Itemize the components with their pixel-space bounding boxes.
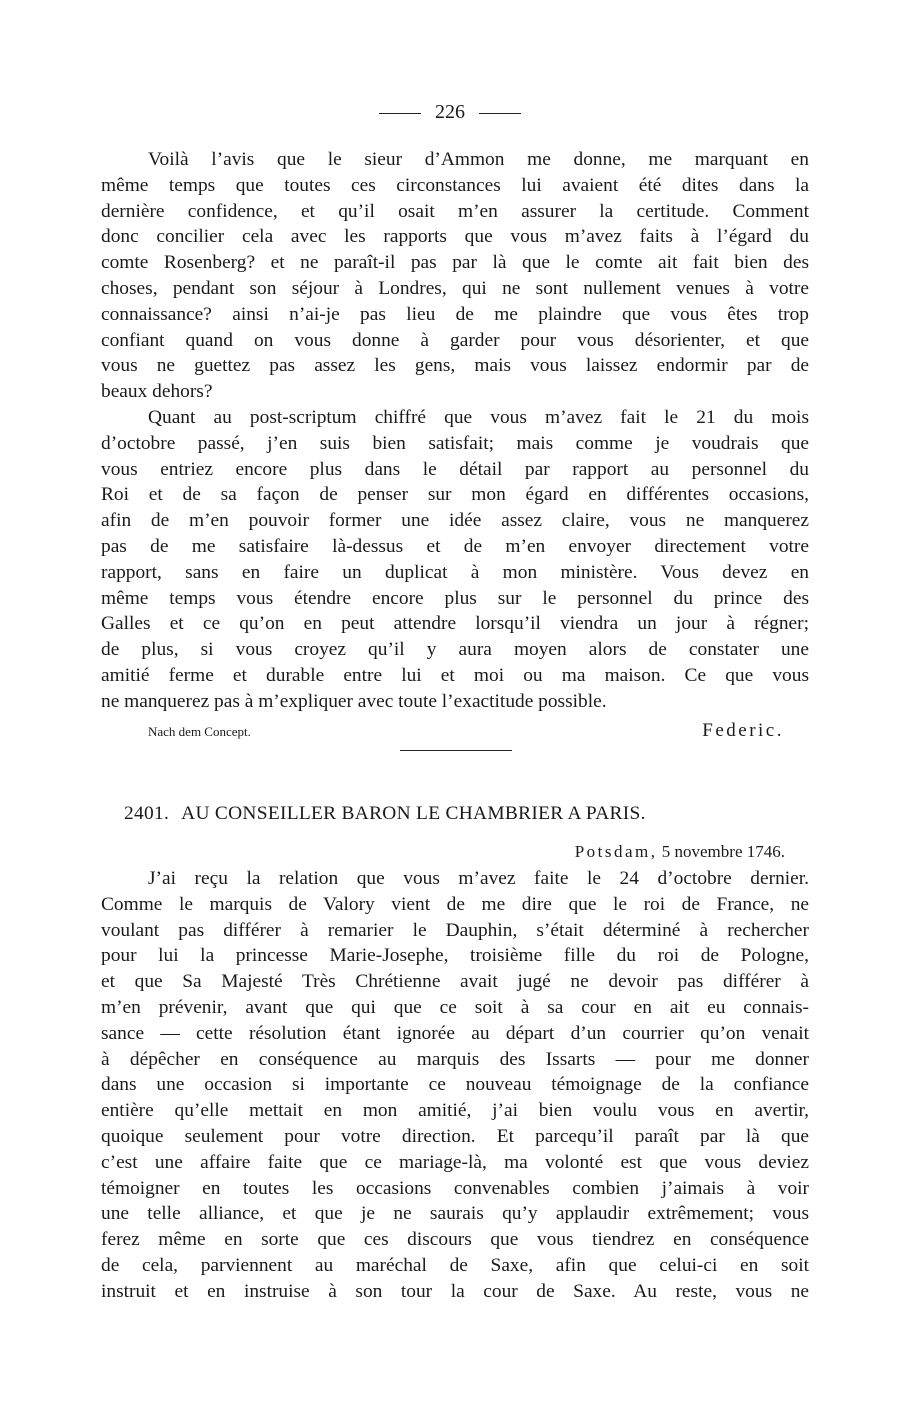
section-divider	[400, 750, 512, 751]
dateline	[575, 842, 785, 862]
dateline-place: Potsdam,	[574, 842, 658, 861]
text-line: de cela, parviennent au maréchal de Saxe, afin que celui-ci en soit	[101, 1254, 809, 1276]
text-line: donc concilier cela avec les rapports que vous m’avez faits à l’égard du	[101, 226, 809, 248]
text-line: ne manquerez pas à m’expliquer avec toute l’exactitude possible.	[101, 690, 607, 712]
text-line: ferez même en sorte que ces discours que vous tiendrez en conséquence	[101, 1229, 809, 1251]
text-line: à dépêcher en conséquence au marquis des Issarts — pour me donner	[101, 1048, 809, 1070]
text-line: confiant quand on vous donne à garder pour vous désorienter, et que	[101, 329, 809, 351]
text-line: pour lui la princesse Marie-Josephe, troisième fille du roi de Pologne,	[101, 945, 809, 967]
text-line: J’ai reçu la relation que vous m’avez faite le 24 d’octobre dernier.	[148, 868, 809, 889]
dateline-date: 5 novembre 1746.	[661, 842, 785, 861]
text-line: une telle alliance, et que je ne saurais qu’y applaudir extrêmement; vous	[101, 1203, 809, 1225]
text-line: connaissance? ainsi n’ai-je pas lieu de me plaindre que vous êtes trop	[101, 303, 809, 325]
text-line: d’octobre passé, j’en suis bien satisfait; mais comme je voudrais que	[101, 432, 809, 454]
source-note: Nach dem Concept.	[148, 724, 251, 739]
text-line: Comme le marquis de Valory vient de me dire que le roi de France, ne	[101, 893, 809, 915]
text-line: voulant pas différer à remarier le Dauphin, s’était déterminé à rechercher	[101, 919, 809, 941]
text-line: beaux dehors?	[101, 381, 213, 403]
text-line: quoique seulement pour votre direction. Et parcequ’il paraît par là que	[101, 1125, 809, 1147]
text-line: dans une occasion si importante ce nouveau témoignage de la confiance	[101, 1074, 809, 1096]
text-line: vous entriez encore plus dans le détail par rapport au personnel du	[101, 458, 809, 480]
left-dash	[379, 113, 421, 114]
text-line: Quant au post-scriptum chiffré que vous m’avez fait le 21 du mois	[148, 407, 809, 428]
text-line: vous ne guettez pas assez les gens, mais vous laissez endormir par de	[101, 355, 809, 377]
text-line: même temps que toutes ces circonstances lui avaient été dites dans la	[101, 174, 809, 196]
letter-addressee: AU CONSEILLER BARON LE CHAMBRIER A PARIS.	[181, 803, 646, 824]
text-line: même temps vous étendre encore plus sur le personnel du prince des	[101, 587, 809, 609]
right-dash	[479, 113, 521, 114]
text-line: afin de m’en pouvoir former une idée assez claire, vous ne manquerez	[101, 510, 809, 532]
text-line: Voilà l’avis que le sieur d’Ammon me donne, me marquant en	[148, 149, 809, 170]
signature: Federic.	[702, 720, 784, 741]
text-line: instruit et en instruise à son tour la cour de Saxe. Au reste, vous ne	[101, 1280, 809, 1302]
text-line: et que Sa Majesté Très Chrétienne avait jugé ne devoir pas différer à	[101, 971, 809, 993]
paragraph-2	[101, 405, 809, 715]
text-line: sance — cette résolution étant ignorée au départ d’un courrier qu’on venait	[101, 1022, 809, 1044]
paragraph-1	[101, 147, 809, 405]
text-line: témoigner en toutes les occasions convenables combien j’aimais à voir	[101, 1177, 809, 1199]
paragraph-3	[101, 866, 809, 1305]
letter-heading	[124, 803, 646, 825]
page-number: 226	[435, 101, 465, 123]
closing-row	[148, 720, 784, 744]
text-line: de plus, si vous croyez qu’il y aura moyen alors de constater une	[101, 639, 809, 661]
text-line: rapport, sans en faire un duplicat à mon ministère. Vous devez en	[101, 561, 809, 583]
text-line: dernière confidence, et qu’il osait m’en assurer la certitude. Comment	[101, 200, 809, 222]
text-line: choses, pendant son séjour à Londres, qui ne sont nullement venues à votre	[101, 277, 809, 299]
text-line: m’en prévenir, avant que qui que ce soit à sa cour en ait eu connais-	[101, 996, 809, 1018]
text-line: amitié ferme et durable entre lui et moi ou ma maison. Ce que vous	[101, 664, 809, 686]
text-line: entière qu’elle mettait en mon amitié, j’ai bien voulu vous en avertir,	[101, 1100, 809, 1122]
text-line: comte Rosenberg? et ne paraît-il pas par là que le comte ait fait bien des	[101, 252, 809, 274]
text-line: pas de me satisfaire là-dessus et de m’en envoyer directement votre	[101, 535, 809, 557]
text-line: Galles et ce qu’on en peut attendre lorsqu’il viendra un jour à régner;	[101, 613, 809, 635]
letter-number: 2401.	[124, 803, 170, 824]
text-line: Roi et de sa façon de penser sur mon égard en différentes occasions,	[101, 484, 809, 506]
page-number-header	[0, 100, 900, 124]
text-line: c’est une affaire faite que ce mariage-là, ma volonté est que vous deviez	[101, 1151, 809, 1173]
